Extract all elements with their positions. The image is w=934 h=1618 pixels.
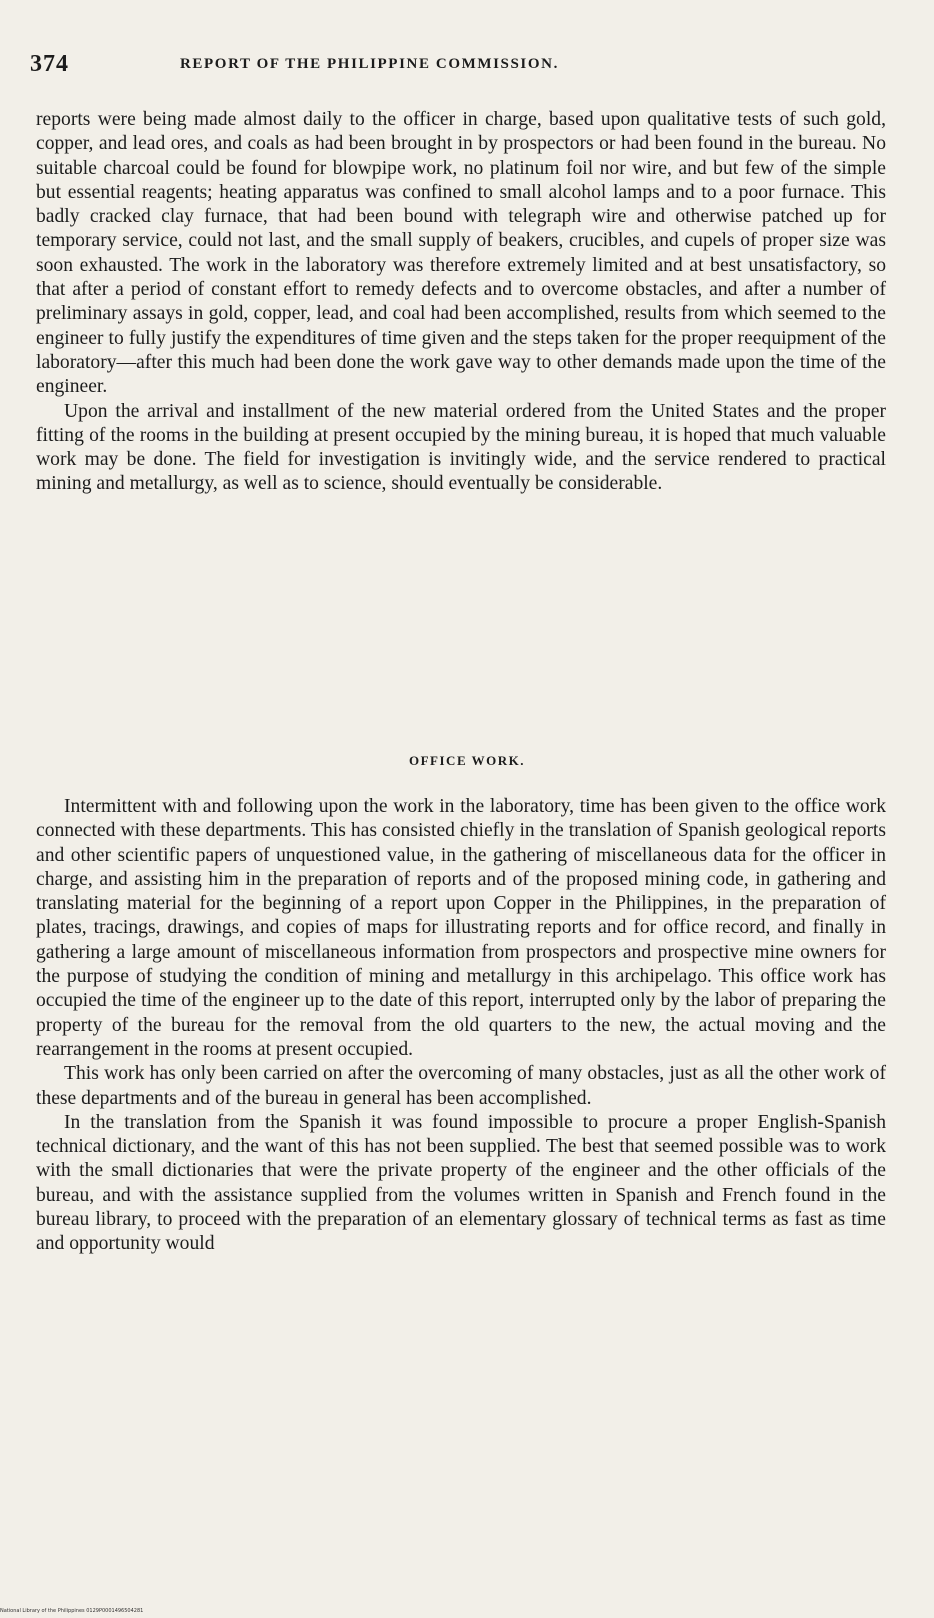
paragraph-obstacles: This work has only been carried on after the overcoming of many obstacles, just as all the other work of these departments and of the bureau in general has been accomplished. bbox=[36, 1063, 886, 1109]
paragraph-laboratory-continued: reports were being made almost daily to the officer in charge, based upon qualitative tests of such gold, copper, and lead ores, and coals as had been brought in by prospectors or had been found in the bureau. No suitable charcoal could be found for blowpipe work, no platinum foil nor wire, and but few of the simple but essential reagents; heating apparatus was confined to small alcohol lamps and to a poor furnace. This badly cracked clay furnace, that had been bound with telegraph wire and otherwise patched up for temporary service, could not last, and the small supply of beakers, crucibles, and cupels of proper size was soon exhausted. The work in the laboratory was therefore extremely limited and at best unsatisfactory, so that after a period of constant effort to remedy defects and to overcome obstacles, and after a number of preliminary assays in gold, copper, lead, and coal had been accomplished, results from which seemed to the engineer to fully justify the expenditures of time given and the steps taken for the proper reequipment of the laboratory—after this much had been done the work gave way to other demands made upon the time of the engineer. bbox=[36, 109, 886, 398]
section-heading-office-work: OFFICE WORK. bbox=[409, 753, 525, 768]
paragraph-office-work: Intermittent with and following upon the work in the laboratory, time has been given to the office work connected with these departments. This has consisted chiefly in the translation of Spanish geological reports and other scientific papers of unquestioned value, in the gathering of miscellaneous data for the officer in charge, and assisting him in the preparation of reports and of the proposed mining code, in gathering and translating material for the beginning of a report upon Copper in the Philippines, in the preparation of plates, tracings, drawings, and copies of maps for illustrating reports and for office record, and finally in gathering a large amount of miscellaneous information from prospectors and prospective mine owners for the purpose of studying the condition of mining and metallurgy in this archipelago. This office work has occupied the time of the engineer up to the date of this report, interrupted only by the labor of preparing the property of the bureau for the removal from the old quarters to the new, the actual moving and the rearrangement in the rooms at present occupied. bbox=[36, 796, 886, 1060]
page-number: 374 bbox=[30, 51, 69, 77]
library-stamp: National Library of the Philippines 0129P0001496504281 bbox=[0, 1608, 144, 1614]
running-title: REPORT OF THE PHILIPPINE COMMISSION. bbox=[180, 56, 559, 72]
body-text-office-work bbox=[36, 795, 886, 1257]
page-header bbox=[30, 51, 890, 83]
body-text-top bbox=[36, 108, 886, 497]
paragraph-translation: In the translation from the Spanish it was found impossible to procure a proper English-Spanish technical dictionary, and the want of this has not been supplied. The best that seemed possible was to work with the small dictionaries that were the private property of the engineer and the other officials of the bureau, and with the assistance supplied from the volumes written in Spanish and French found in the bureau library, to proceed with the preparation of an elementary glossary of technical terms as fast as time and opportunity would bbox=[36, 1111, 886, 1255]
paragraph-new-material: Upon the arrival and installment of the new material ordered from the United States and the proper fitting of the rooms in the building at present occupied by the mining bureau, it is hoped that much valuable work may be done. The field for investigation is invitingly wide, and the service rendered to practical mining and metallurgy, as well as to science, should eventually be considerable. bbox=[36, 400, 886, 495]
